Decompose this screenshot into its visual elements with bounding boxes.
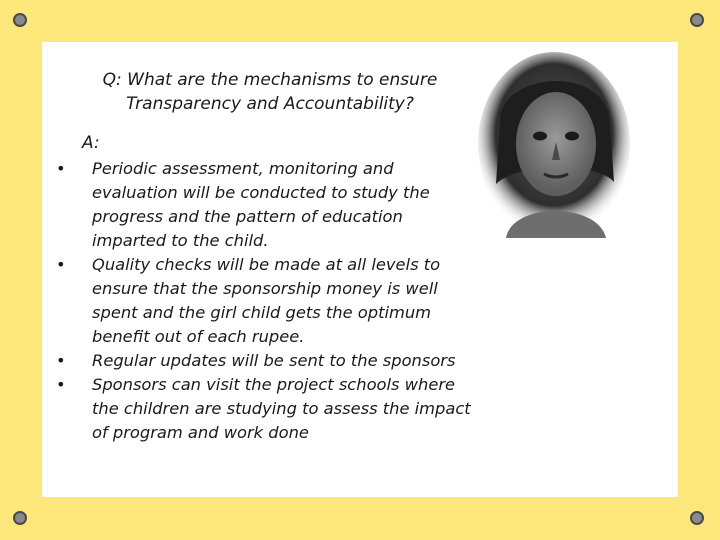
corner-dot-icon (690, 511, 704, 525)
left-eye-icon (533, 132, 547, 141)
bullet-icon: • (56, 159, 66, 178)
corner-dot-icon (690, 13, 704, 27)
answer-text: Periodic assessment, monitoring and evaluation will be conducted to study the progress and the pattern of education imparted to the child. (92, 159, 430, 250)
corner-dot-icon (13, 511, 27, 525)
girl-portrait-image (478, 52, 630, 238)
answer-text: Regular updates will be sent to the sponsors (92, 351, 456, 370)
question-line-1: Q: What are the mechanisms to ensure (102, 70, 438, 90)
frame-right-strip (678, 42, 690, 497)
answer-text: Sponsors can visit the project schools where the children are studying to assess the impact of program and work done (92, 375, 471, 442)
slide-question (60, 68, 480, 116)
bullet-icon: • (56, 375, 66, 394)
answer-list (56, 157, 476, 445)
answer-item (56, 373, 476, 445)
right-eye-icon (565, 132, 579, 141)
corner-dot-icon (13, 13, 27, 27)
answer-item (56, 157, 476, 253)
question-line-2: Transparency and Accountability? (126, 94, 414, 114)
frame-bottom-strip (42, 497, 690, 509)
answer-item (56, 253, 476, 349)
bullet-icon: • (56, 255, 66, 274)
answer-item (56, 349, 476, 373)
answer-text: Quality checks will be made at all levels to ensure that the sponsorship money is well spent and the girl child gets the optimum benefit out of each rupee. (92, 255, 441, 346)
answer-label: A: (82, 133, 100, 153)
bullet-icon: • (56, 351, 66, 370)
